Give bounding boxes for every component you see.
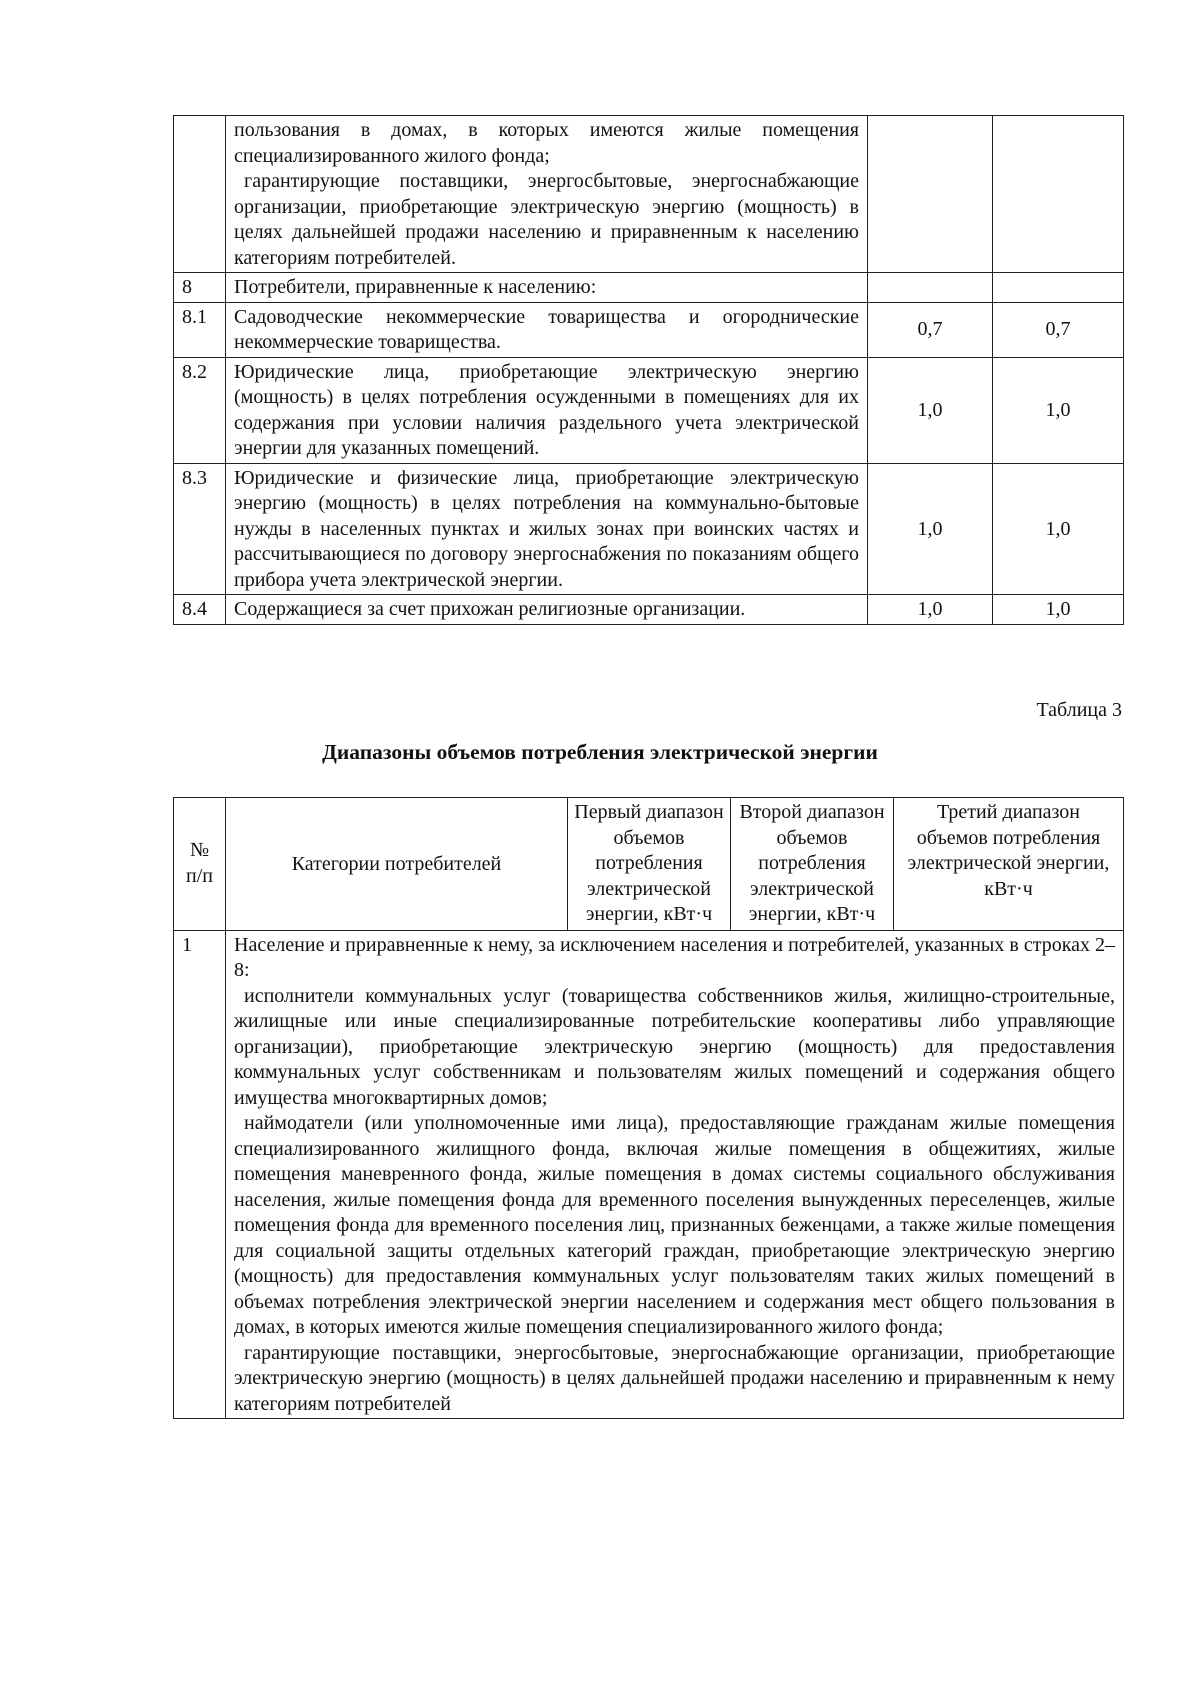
row-description: Содержащиеся за счет прихожан религиозные организации. <box>226 595 868 625</box>
header-range2: Второй диапазон объемов потребления электрической энергии, кВт·ч <box>731 798 894 931</box>
table-header-row <box>174 798 1124 931</box>
row-number <box>174 116 226 273</box>
table-label: Таблица 3 <box>1036 699 1122 721</box>
table-title: Диапазоны объемов потребления электрической энергии <box>322 740 878 764</box>
table-row <box>174 302 1124 357</box>
row-description: Юридические лица, приобретающие электрическую энергию (мощность) в целях потребления осужденными в помещениях для их содержания при условии наличия раздельного учета электрической энергии для указанных помещений. <box>226 357 868 463</box>
paragraph: Население и приравненные к нему, за исключением населения и потребителей, указанных в строках 2–8: <box>234 933 1115 981</box>
value-col2: 0,7 <box>993 302 1124 357</box>
header-range3: Третий диапазон объемов потребления электрической энергии, кВт·ч <box>894 798 1124 931</box>
row-number: 8.1 <box>174 302 226 357</box>
row-description: Садоводческие некоммерческие товарищества и огороднические некоммерческие товарищества. <box>226 302 868 357</box>
row-description: Потребители, приравненные к населению: <box>226 273 868 303</box>
header-num: № п/п <box>174 798 226 931</box>
row-description <box>226 116 868 273</box>
value-col2: 1,0 <box>993 463 1124 595</box>
value-col1: 0,7 <box>868 302 993 357</box>
row-number: 8.4 <box>174 595 226 625</box>
table-row <box>174 463 1124 595</box>
value-col1: 1,0 <box>868 595 993 625</box>
value-col2: 1,0 <box>993 357 1124 463</box>
value-col2 <box>993 273 1124 303</box>
value-col1: 1,0 <box>868 357 993 463</box>
table-row <box>174 357 1124 463</box>
paragraph: гарантирующие поставщики, энергосбытовые, энергоснабжающие организации, приобретающие электрическую энергию (мощность) в целях дальнейшей продажи населению и приравненным к населению категориям потребителей. <box>234 170 859 269</box>
coefficients-table-continuation <box>173 115 1124 625</box>
header-range1: Первый диапазон объемов потребления электрической энергии, кВт·ч <box>568 798 731 931</box>
row-number: 8.3 <box>174 463 226 595</box>
value-col1 <box>868 273 993 303</box>
consumption-ranges-table <box>173 797 1124 1419</box>
table-row <box>174 273 1124 303</box>
table-row <box>174 930 1124 1419</box>
value-col2 <box>993 116 1124 273</box>
row-number: 1 <box>174 930 226 1419</box>
row-description <box>226 930 1124 1419</box>
paragraph: исполнители коммунальных услуг (товарищества собственников жилья, жилищно-строительные, жилищные или иные специализированные потребительские кооперативы либо управляющие организации), приобретающие электрическую энергию (мощность) для предоставления коммунальных услуг собственникам и пользователям жилых помещений и содержания общего имущества многоквартирных домов; <box>234 984 1115 1109</box>
value-col1: 1,0 <box>868 463 993 595</box>
row-number: 8.2 <box>174 357 226 463</box>
value-col1 <box>868 116 993 273</box>
paragraph: гарантирующие поставщики, энергосбытовые, энергоснабжающие организации, приобретающие электрическую энергию (мощность) в целях дальнейшей продажи населению и приравненным к нему категориям потребителей <box>234 1341 1115 1415</box>
table-row <box>174 116 1124 273</box>
header-category: Категории потребителей <box>226 798 568 931</box>
row-number: 8 <box>174 273 226 303</box>
paragraph: пользования в домах, в которых имеются жилые помещения специализированного жилого фонда; <box>234 119 859 167</box>
value-col2: 1,0 <box>993 595 1124 625</box>
table-row <box>174 595 1124 625</box>
row-description: Юридические и физические лица, приобретающие электрическую энергию (мощность) в целях потребления на коммунально-бытовые нужды в населенных пунктах и жилых зонах при воинских частях и рассчитывающиеся по договору энергоснабжения по показаниям общего прибора учета электрической энергии. <box>226 463 868 595</box>
paragraph: наймодатели (или уполномоченные ими лица), предоставляющие гражданам жилые помещения специализированного жилищного фонда, включая жилые помещения в общежитиях, жилые помещения маневренного фонда, жилые помещения в домах системы социального обслуживания населения, жилые помещения фонда для временного поселения вынужденных переселенцев, жилые помещения фонда для временного поселения лиц, признанных беженцами, а также жилые помещения для социальной защиты отдельных категорий граждан, приобретающие электрическую энергию (мощность) для предоставления коммунальных услуг пользователям таких жилых помещений в объемах потребления электрической энергии населением и содержания мест общего пользования в домах, в которых имеются жилые помещения специализированного жилого фонда; <box>234 1112 1115 1338</box>
